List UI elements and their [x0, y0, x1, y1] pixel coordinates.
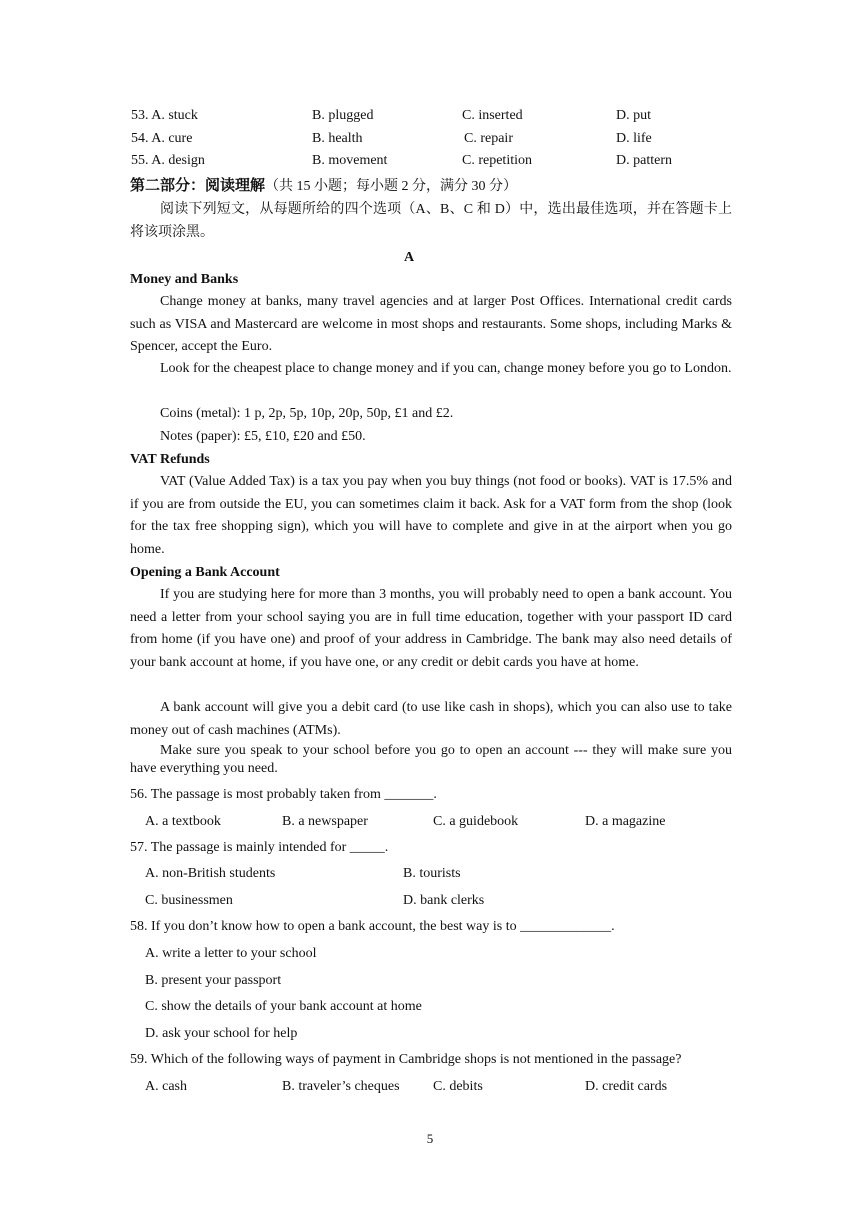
question-59-option-b: B. traveler’s cheques: [282, 1079, 400, 1094]
paragraph-debit-card: A bank account will give you a debit card (to use like cash in shops), which you can also use to take money out of cash machines (ATMs).: [130, 700, 732, 738]
question-56-option-c: C. a guidebook: [433, 814, 519, 829]
question-59-option-a: A. cash: [145, 1079, 187, 1094]
question-57-option-d: D. bank clerks: [403, 893, 485, 908]
section-title: 第二部分：阅读理解: [130, 178, 266, 194]
question-59-option-c: C. debits: [433, 1079, 483, 1094]
question-59-stem: 59. Which of the following ways of payment in Cambridge shops is not mentioned in the passage?: [130, 1052, 682, 1067]
option-a: 55. A. design: [131, 153, 205, 168]
question-56-option-a: A. a textbook: [145, 814, 221, 829]
question-57-stem: 57. The passage is mainly intended for _____.: [130, 840, 389, 855]
option-b: B. health: [312, 131, 363, 146]
passage-letter: A: [403, 250, 415, 265]
question-56-stem: 56. The passage is most probably taken from _______.: [130, 787, 437, 802]
paragraph-change-money: Change money at banks, many travel agencies and at larger Post Offices. International credit cards such as VISA and Mastercard are welcome in most shops and restaurants. Some shops, including Marks & Spencer, accept the Euro.: [130, 294, 732, 354]
paragraph-cheapest-place: Look for the cheapest place to change money and if you can, change money before you go to London.: [160, 361, 732, 376]
question-58-stem: 58. If you don’t know how to open a bank account, the best way is to _____________.: [130, 919, 615, 934]
section-heading: [130, 176, 517, 197]
option-c: C. repetition: [462, 153, 532, 168]
question-59-option-d: D. credit cards: [585, 1079, 668, 1094]
paragraph-notes: Notes (paper): £5, £10, £20 and £50.: [160, 429, 366, 444]
question-58-option-d: D. ask your school for help: [145, 1026, 298, 1041]
paragraph-speak-to-school: Make sure you speak to your school before you go to open an account --- they will make sure you have everything you need.: [130, 743, 732, 776]
paragraph-bank-account-requirements: If you are studying here for more than 3 months, you will probably need to open a bank account. You need a letter from your school saying you are in full time education, together with your passport ID card from home (if you have one) and proof of your address in Cambridge. The bank may also need details of your bank account at home, if you have one, or any credit or debit cards you have at home.: [130, 587, 732, 670]
question-56-option-b: B. a newspaper: [282, 814, 368, 829]
paragraph-coins: Coins (metal): 1 p, 2p, 5p, 10p, 20p, 50p, £1 and £2.: [160, 406, 454, 421]
option-a: 54. A. cure: [131, 131, 193, 146]
section-instruction: 阅读下列短文，从每题所给的四个选项（A、B、C 和 D）中，选出最佳选项，并在答题卡上将该项涂黑。: [130, 202, 732, 240]
option-a: 53. A. stuck: [131, 108, 198, 123]
question-58-option-a: A. write a letter to your school: [145, 946, 317, 961]
option-d: D. life: [616, 131, 652, 146]
question-56-option-d: D. a magazine: [585, 814, 666, 829]
question-57-option-a: A. non-British students: [145, 866, 276, 881]
option-d: D. put: [616, 108, 651, 123]
question-58-option-b: B. present your passport: [145, 973, 282, 988]
option-c: C. inserted: [462, 108, 523, 123]
option-c: C. repair: [464, 131, 513, 146]
option-d: D. pattern: [616, 153, 672, 168]
option-b: B. movement: [312, 153, 388, 168]
heading-opening-bank-account: Opening a Bank Account: [130, 565, 280, 580]
question-58-option-c: C. show the details of your bank account at home: [145, 999, 422, 1014]
page-number: 5: [426, 1131, 434, 1146]
option-b: B. plugged: [312, 108, 374, 123]
question-57-option-c: C. businessmen: [145, 893, 233, 908]
heading-vat-refunds: VAT Refunds: [130, 452, 210, 467]
section-note: （共 15 小题；每小题 2 分，满分 30 分）: [265, 179, 518, 194]
question-57-option-b: B. tourists: [403, 866, 461, 881]
heading-money-and-banks: Money and Banks: [130, 272, 239, 287]
paragraph-vat: VAT (Value Added Tax) is a tax you pay when you buy things (not food or books). VAT is 17.5% and if you are from outside the EU, you can sometimes claim it back. Ask for a VAT form from the shop (look for the tax free shopping sign), which you will have to complete and give in at the airport when you go home.: [130, 474, 732, 557]
